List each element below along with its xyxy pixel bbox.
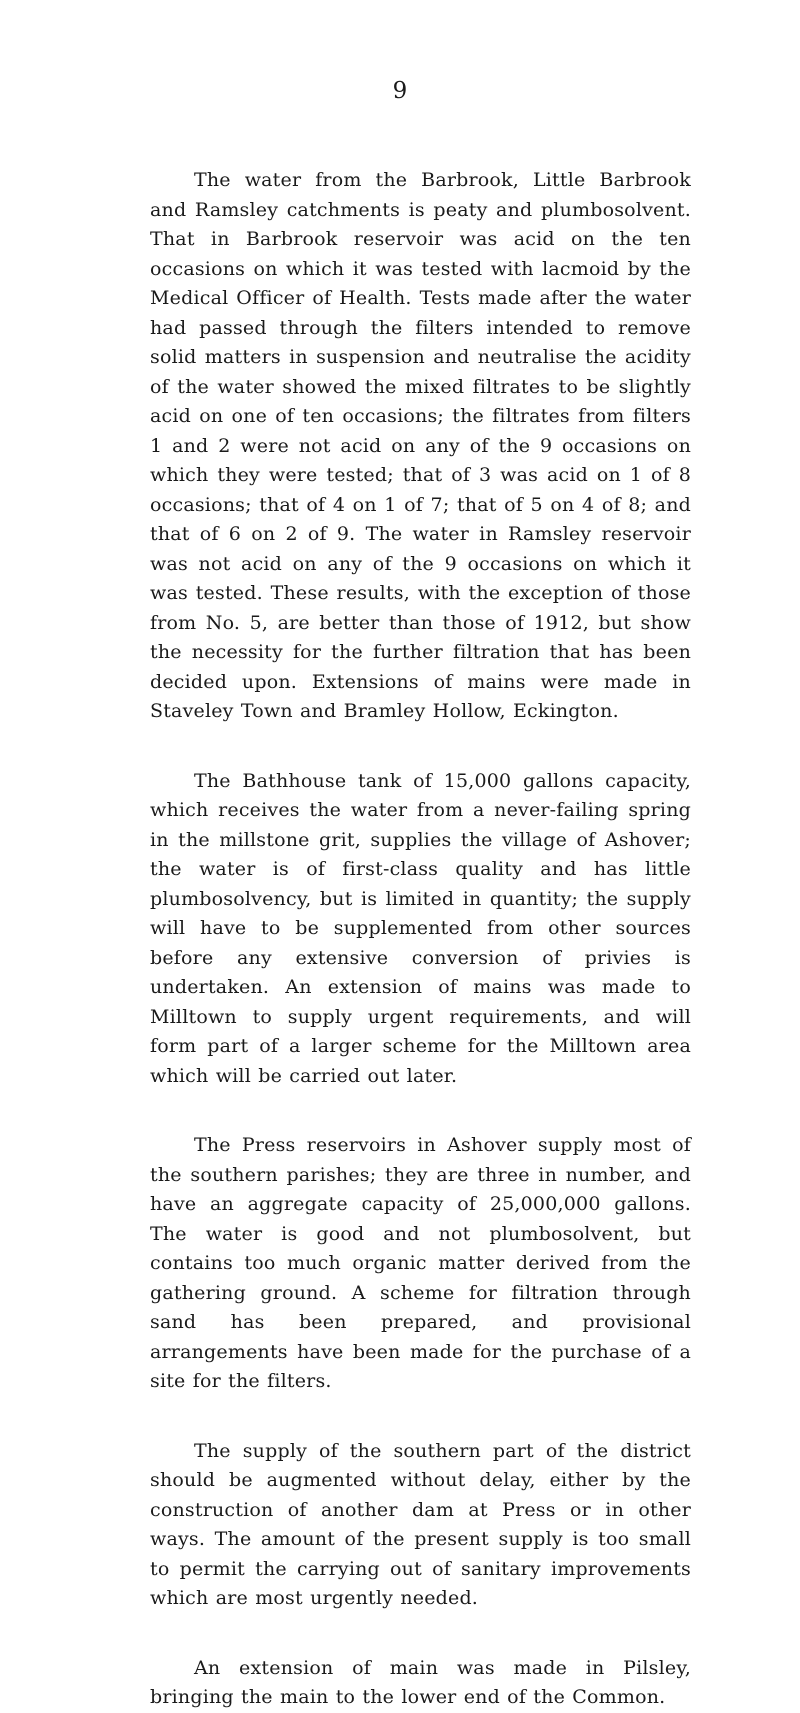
- paragraph-press-reservoirs: The Press reservoirs in Ashover supply most of the southern parishes; they are three in number, and have an aggregate capacity of 25,000,000 gallons. The water is good and not plumbosolvent, but contains too much organic matter derived from the gathering ground. A scheme for filtration through sand has been prepared, and provisional arrangements have been made for the purchase of a site for the filters.: [150, 1134, 691, 1392]
- paragraph-pilsley-extension: An extension of main was made in Pilsley, bringing the main to the lower end of the Common.: [150, 1656, 691, 1708]
- body-text: [150, 166, 691, 1713]
- paragraph-southern-supply: The supply of the southern part of the district should be augmented without delay, either by the construction of another dam at Press or in other ways. The amount of the present supply is too small to permit the carrying out of sanitary improvements which are most urgently needed.: [150, 1439, 691, 1609]
- paragraph-bathhouse-tank: The Bathhouse tank of 15,000 gallons capacity, which receives the water from a never-failing spring in the millstone grit, supplies the village of Ashover; the water is of first-class quality and has little plumbosolvency, but is limited in quantity; the supply will have to be supplemented from other sources before any extensive conversion of privies is undertaken. An extension of mains was made to Milltown to supply urgent requirements, and will form part of a larger scheme for the Milltown area which will be carried out later.: [150, 769, 691, 1087]
- page-number: 9: [392, 78, 408, 104]
- paragraph-water-catchments: The water from the Barbrook, Little Barbrook and Ramsley catchments is peaty and plumbosolvent. That in Barbrook reservoir was acid on the ten occasions on which it was tested with lacmoid by the Medical Officer of Health. Tests made after the water had passed through the filters intended to remove solid matters in suspension and neutralise the acidity of the water showed the mixed filtrates to be slightly acid on one of ten occasions; the filtrates from filters 1 and 2 were not acid on any of the 9 occasions on which they were tested; that of 3 was acid on 1 of 8 occasions; that of 4 on 1 of 7; that of 5 on 4 of 8; and that of 6 on 2 of 9. The water in Ramsley reservoir was not acid on any of the 9 occasions on which it was tested. These results, with the exception of those from No. 5, are better than those of 1912, but show the necessity for the further filtration that has been decided upon. Extensions of mains were made in Staveley Town and Bramley Hollow, Eckington.: [150, 169, 691, 722]
